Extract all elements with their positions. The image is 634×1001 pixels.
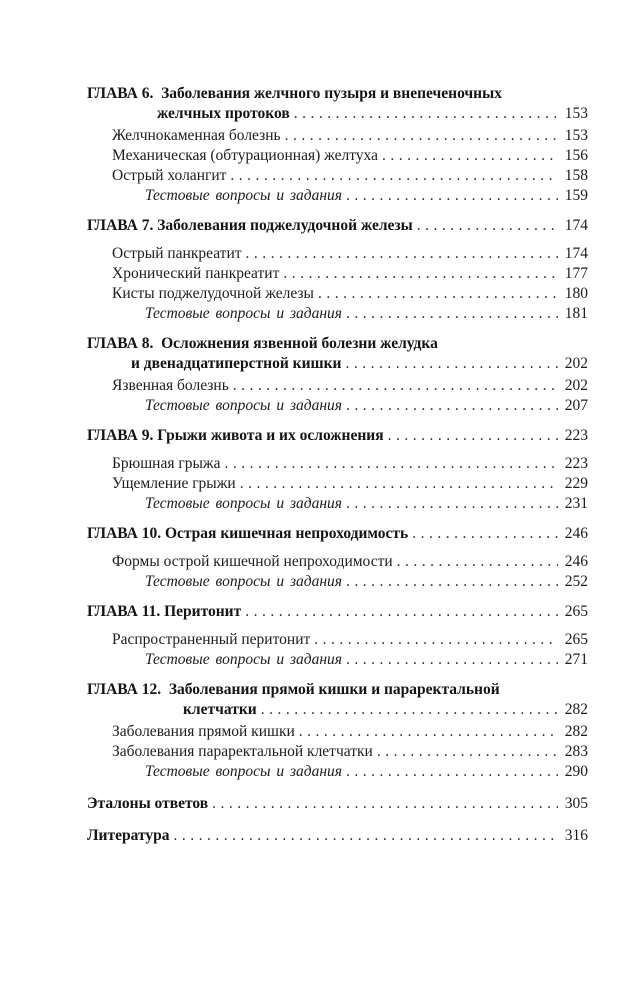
toc-entry-page: 156 bbox=[564, 147, 588, 164]
chapter-page: 246 bbox=[564, 525, 588, 542]
chapter-items bbox=[112, 722, 588, 782]
dot-leader bbox=[261, 700, 558, 720]
dot-leader bbox=[417, 216, 558, 236]
toc-entry-label: Тестовые вопросы и задания bbox=[145, 573, 342, 590]
toc-entry bbox=[112, 264, 588, 284]
toc-entry-label: Острый холангит bbox=[112, 167, 227, 184]
toc-entry-tests bbox=[145, 494, 588, 514]
chapter-page: 174 bbox=[564, 217, 588, 234]
chapter-items bbox=[112, 630, 588, 670]
toc-entry-page: 158 bbox=[564, 167, 588, 184]
dot-leader bbox=[230, 166, 557, 186]
toc-entry-label: Тестовые вопросы и задания bbox=[145, 305, 342, 322]
dot-leader bbox=[346, 304, 558, 324]
toc-entry-label: Заболевания прямой кишки bbox=[112, 723, 295, 740]
chapter-heading-line bbox=[87, 426, 588, 446]
toc-entry bbox=[112, 552, 588, 572]
toc-entry-page: 153 bbox=[564, 127, 588, 144]
chapter-page: 223 bbox=[564, 427, 588, 444]
chapter-title: ГЛАВА 10. Острая кишечная непроходимость bbox=[87, 525, 409, 542]
chapter-heading-line bbox=[87, 524, 588, 544]
dot-leader bbox=[346, 572, 558, 592]
dot-leader bbox=[346, 650, 558, 670]
toc-entry bbox=[112, 244, 588, 264]
chapter-title: ГЛАВА 8. Осложнения язвенной болезни желудка bbox=[87, 335, 438, 352]
toc-entry bbox=[112, 126, 588, 146]
chapter-heading-line bbox=[87, 334, 588, 354]
chapter-page: 153 bbox=[564, 105, 588, 122]
chapter-title: ГЛАВА 11. Перитонит bbox=[87, 603, 242, 620]
toc-entry bbox=[112, 166, 588, 186]
toc-entry bbox=[112, 722, 588, 742]
toc-entry-page: 181 bbox=[564, 305, 588, 322]
toc-entry-page: 283 bbox=[564, 743, 588, 760]
toc-entry-page: 229 bbox=[564, 475, 588, 492]
toc-entry-label: Желчнокаменная болезнь bbox=[112, 127, 281, 144]
dot-leader bbox=[233, 376, 558, 396]
toc-entry-page: 305 bbox=[564, 795, 588, 812]
toc-entry-literature bbox=[87, 826, 588, 846]
toc-entry-label: Тестовые вопросы и задания bbox=[145, 187, 342, 204]
dot-leader bbox=[245, 602, 558, 622]
toc-entry-page: 180 bbox=[564, 285, 588, 302]
chapter-heading-line bbox=[87, 216, 588, 236]
chapter-items bbox=[112, 126, 588, 206]
toc-entry-label: Ущемление грыжи bbox=[112, 475, 236, 492]
toc-entry-label: Литература bbox=[87, 827, 170, 844]
toc-entry-label: Заболевания параректальной клетчатки bbox=[112, 743, 373, 760]
chapter-heading-line bbox=[131, 354, 588, 374]
dot-leader bbox=[283, 264, 557, 284]
toc-entry-page: 174 bbox=[564, 245, 588, 262]
toc-entry-page: 207 bbox=[564, 397, 588, 414]
chapter-title-continuation: желчных протоков bbox=[157, 105, 290, 122]
toc-entry bbox=[112, 630, 588, 650]
toc-entry bbox=[112, 454, 588, 474]
chapter-title-continuation: и двенадцатиперстной кишки bbox=[131, 355, 342, 372]
toc-entry-label: Язвенная болезнь bbox=[112, 377, 229, 394]
toc-chapter-11 bbox=[87, 602, 588, 670]
toc-entry-page: 202 bbox=[564, 377, 588, 394]
toc-entry bbox=[112, 474, 588, 494]
dot-leader bbox=[246, 244, 558, 264]
toc-chapter-6 bbox=[87, 84, 588, 206]
toc-entry-label: Тестовые вопросы и задания bbox=[145, 651, 342, 668]
chapter-page: 265 bbox=[564, 603, 588, 620]
dot-leader bbox=[346, 494, 558, 514]
dot-leader bbox=[382, 146, 558, 166]
chapter-items bbox=[112, 244, 588, 324]
toc-entry-tests bbox=[145, 572, 588, 592]
dot-leader bbox=[318, 284, 558, 304]
toc-entry-label: Механическая (обтурационная) желтуха bbox=[112, 147, 378, 164]
toc-chapter-9 bbox=[87, 426, 588, 514]
toc-entry-label: Тестовые вопросы и задания bbox=[145, 397, 342, 414]
chapter-heading-line bbox=[183, 700, 588, 720]
chapter-heading-line bbox=[87, 84, 588, 104]
toc-entry-page: 177 bbox=[564, 265, 588, 282]
dot-leader bbox=[240, 474, 558, 494]
toc-entry-tests bbox=[145, 304, 588, 324]
dot-leader bbox=[345, 354, 557, 374]
toc-entry-page: 316 bbox=[564, 827, 588, 844]
toc-entry-answers bbox=[87, 794, 588, 814]
toc-entry-label: Распространенный перитонит bbox=[112, 631, 311, 648]
dot-leader bbox=[285, 126, 558, 146]
toc-entry-tests bbox=[145, 396, 588, 416]
toc-entry-label: Кисты поджелудочной железы bbox=[112, 285, 314, 302]
toc-entry-page: 231 bbox=[564, 495, 588, 512]
chapter-title: ГЛАВА 12. Заболевания прямой кишки и параректальной bbox=[87, 681, 500, 698]
dot-leader bbox=[224, 454, 557, 474]
dot-leader bbox=[346, 186, 558, 206]
toc-entry-page: 252 bbox=[564, 573, 588, 590]
chapter-page: 282 bbox=[564, 701, 588, 718]
toc-entry bbox=[112, 376, 588, 396]
dot-leader bbox=[412, 524, 558, 544]
toc-entry-page: 282 bbox=[564, 723, 588, 740]
chapter-items bbox=[112, 552, 588, 592]
toc-entry-page: 290 bbox=[564, 763, 588, 780]
toc-entry-page: 246 bbox=[564, 553, 588, 570]
toc-entry-tests bbox=[145, 762, 588, 782]
chapter-page: 202 bbox=[564, 355, 588, 372]
toc-chapter-10 bbox=[87, 524, 588, 592]
toc-entry-label: Эталоны ответов bbox=[87, 795, 209, 812]
dot-leader bbox=[346, 396, 558, 416]
dot-leader bbox=[377, 742, 558, 762]
toc-entry bbox=[112, 742, 588, 762]
dot-leader bbox=[397, 552, 558, 572]
toc-entry-label: Формы острой кишечной непроходимости bbox=[112, 553, 393, 570]
toc-entry-tests bbox=[145, 186, 588, 206]
toc-chapter-12 bbox=[87, 680, 588, 782]
toc-entry-label: Брюшная грыжа bbox=[112, 455, 221, 472]
dot-leader bbox=[173, 826, 557, 846]
chapter-title: ГЛАВА 6. Заболевания желчного пузыря и внепеченочных bbox=[87, 85, 502, 102]
toc-entry bbox=[112, 146, 588, 166]
toc-entry-label: Тестовые вопросы и задания bbox=[145, 763, 342, 780]
dot-leader bbox=[299, 722, 558, 742]
toc-entry-label: Тестовые вопросы и задания bbox=[145, 495, 342, 512]
chapter-heading-line bbox=[87, 680, 588, 700]
dot-leader bbox=[212, 794, 558, 814]
toc-entry-page: 271 bbox=[564, 651, 588, 668]
dot-leader bbox=[346, 762, 558, 782]
toc-entry-page: 223 bbox=[564, 455, 588, 472]
dot-leader bbox=[294, 104, 558, 124]
toc-entry-label: Острый панкреатит bbox=[112, 245, 242, 262]
dot-leader bbox=[314, 630, 557, 650]
toc-entry-page: 265 bbox=[564, 631, 588, 648]
chapter-heading-line bbox=[157, 104, 588, 124]
chapter-items bbox=[112, 454, 588, 514]
toc-entry-label: Хронический панкреатит bbox=[112, 265, 280, 282]
chapter-title: ГЛАВА 7. Заболевания поджелудочной железы bbox=[87, 217, 413, 234]
chapter-title: ГЛАВА 9. Грыжи живота и их осложнения bbox=[87, 427, 384, 444]
toc-chapter-8 bbox=[87, 334, 588, 416]
toc-chapter-7 bbox=[87, 216, 588, 324]
toc-entry-page: 159 bbox=[564, 187, 588, 204]
toc-entry bbox=[112, 284, 588, 304]
chapter-heading-line bbox=[87, 602, 588, 622]
chapter-items bbox=[112, 376, 588, 416]
chapter-title-continuation: клетчатки bbox=[183, 701, 257, 718]
toc-entry-tests bbox=[145, 650, 588, 670]
dot-leader bbox=[388, 426, 558, 446]
